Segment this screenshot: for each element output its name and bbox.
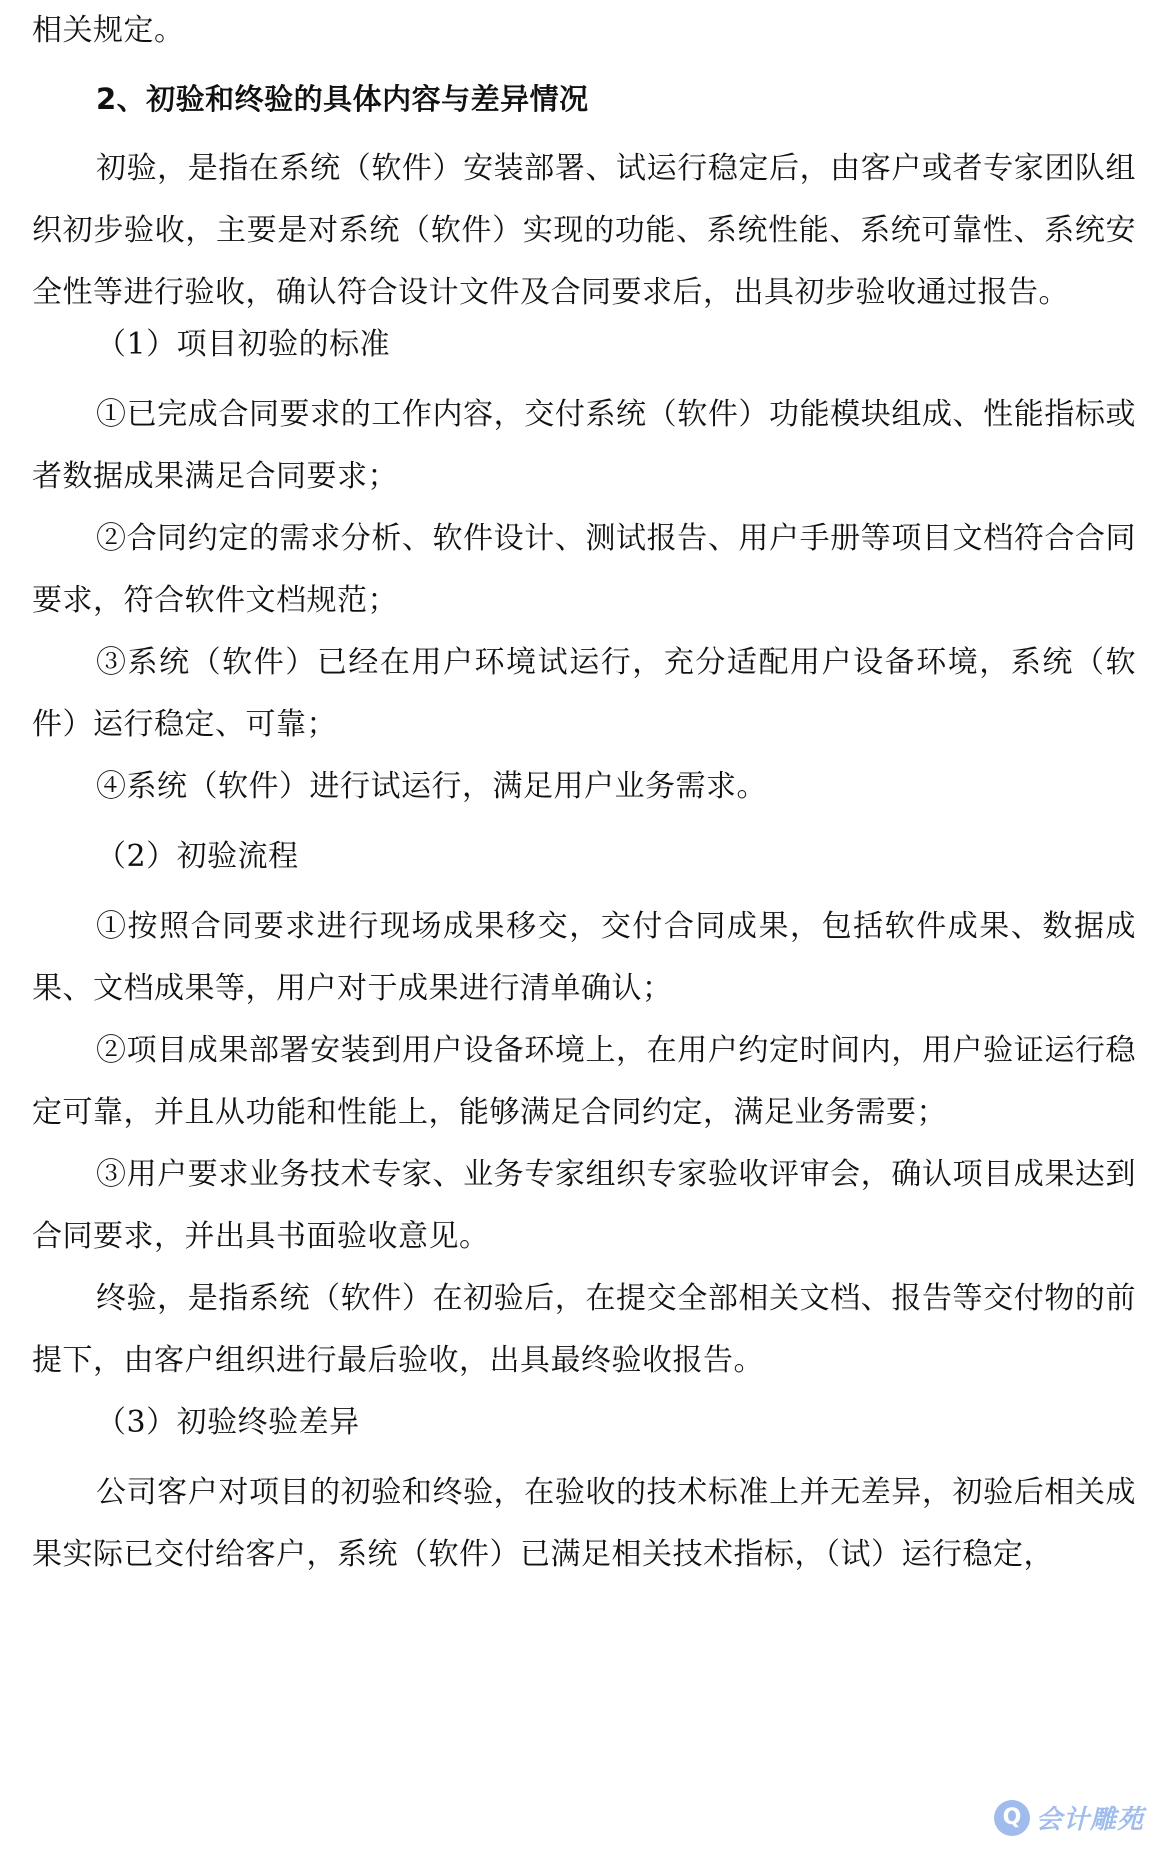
watermark-text: 会计雕苑 xyxy=(1035,1805,1144,1835)
paragraph-final-acceptance: 终验，是指系统（软件）在初验后，在提交全部相关文档、报告等交付物的前提下，由客户组织进行最后验收，出具最终验收报告。 xyxy=(32,1281,1136,1378)
watermark-logo-icon: Q xyxy=(994,1800,1030,1836)
list-item-process-2: ②项目成果部署安装到用户设备环境上，在用户约定时间内，用户验证运行稳定可靠，并且从功能和性能上，能够满足合同约定，满足业务需要； xyxy=(32,1033,1136,1130)
paragraph-closing: 相关规定。 xyxy=(32,13,185,48)
watermark xyxy=(994,1799,1144,1836)
section-heading: 2、初验和终验的具体内容与差异情况 xyxy=(96,82,589,116)
paragraph-initial-acceptance: 初验，是指在系统（软件）安装部署、试运行稳定后，由客户或者专家团队组织初步验收，主要是对系统（软件）实现的功能、系统性能、系统可靠性、系统安全性等进行验收，确认符合设计文件及合同要求后，出具初步验收通过报告。 xyxy=(32,151,1136,310)
list-item-process-1: ①按照合同要求进行现场成果移交，交付合同成果，包括软件成果、数据成果、文档成果等，用户对于成果进行清单确认； xyxy=(32,909,1136,1006)
list-item-standard-2: ②合同约定的需求分析、软件设计、测试报告、用户手册等项目文档符合合同要求，符合软件文档规范； xyxy=(32,521,1136,618)
paragraph-differences: 公司客户对项目的初验和终验，在验收的技术标准上并无差异，初验后相关成果实际已交付给客户，系统（软件）已满足相关技术指标，（试）运行稳定， xyxy=(32,1475,1136,1572)
subheading-initial-process: （2）初验流程 xyxy=(96,839,299,874)
subheading-initial-standard: （1）项目初验的标准 xyxy=(96,327,391,362)
subheading-differences: （3）初验终验差异 xyxy=(96,1405,360,1440)
list-item-process-3: ③用户要求业务技术专家、业务专家组织专家验收评审会，确认项目成果达到合同要求，并出具书面验收意见。 xyxy=(32,1157,1136,1254)
list-item-standard-1: ①已完成合同要求的工作内容，交付系统（软件）功能模块组成、性能指标或者数据成果满足合同要求； xyxy=(32,397,1136,494)
list-item-standard-4: ④系统（软件）进行试运行，满足用户业务需求。 xyxy=(96,769,767,804)
list-item-standard-3: ③系统（软件）已经在用户环境试运行，充分适配用户设备环境，系统（软件）运行稳定、可靠； xyxy=(32,645,1136,742)
